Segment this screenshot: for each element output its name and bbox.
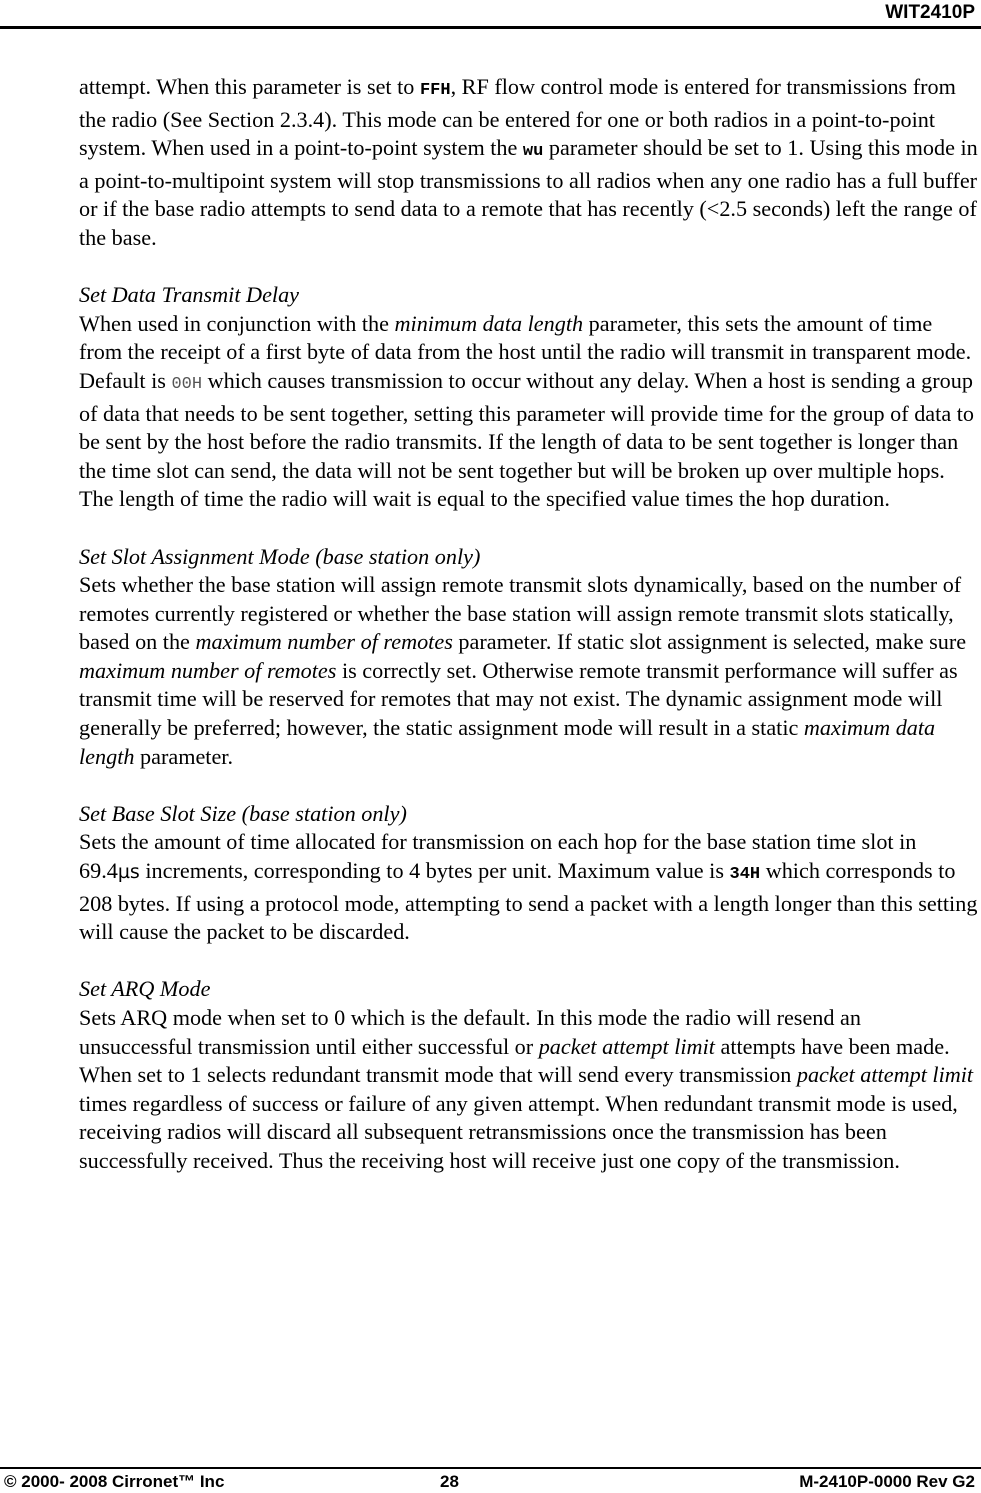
code-34h: 34H: [729, 865, 761, 885]
footer-divider: [0, 1467, 981, 1469]
intro-paragraph: [79, 73, 979, 253]
param-packet-attempt-limit: packet attempt limit: [796, 1062, 974, 1088]
header-divider: [0, 26, 981, 29]
footer-copyright: © 2000- 2008 Cirronet™ Inc: [4, 1472, 225, 1491]
intro-text-1: attempt. When this parameter is set to: [79, 74, 420, 99]
param-packet-attempt-limit: packet attempt limit: [538, 1033, 715, 1059]
code-ffh: FFH: [419, 81, 451, 100]
document-header-title: WIT2410P: [885, 2, 975, 23]
intro-text-3: parameter should be set to 1. Using this mode in a point-to-multipoint system will stop transmissions to all radios when any one radio has a full buffer or if the base radio attempts to send data to a remote that has recently (<2.5 seconds) left the range of the base.: [79, 135, 978, 250]
param-minimum-data-length: minimum data length: [394, 310, 584, 336]
slot-text-2: parameter. If static slot assignment is selected, make sure: [452, 629, 967, 655]
section-title-data-transmit-delay: Set Data Transmit Delay: [79, 282, 300, 308]
slot-text-4: parameter.: [134, 743, 234, 769]
section-title-arq-mode: Set ARQ Mode: [79, 976, 211, 1002]
paragraph-gap: [79, 947, 979, 976]
paragraph-gap: [79, 771, 979, 800]
base-text-1: Sets the amount of time allocated for transmission on each hop for the base station time slot in 69.4: [79, 829, 917, 884]
page-footer: [0, 1473, 981, 1493]
section-body-arq-mode: [79, 1004, 979, 1176]
base-text-2: increments, corresponding to 4 bytes per unit. Maximum value is: [139, 858, 730, 884]
footer-page-number: 28: [440, 1472, 459, 1491]
slot-text-3: is correctly set. Otherwise remote transmit performance will suffer as transmit time will be reserved for remotes that may not exist. The dynamic assignment mode will generally be preferred; however, the static assignment mode will result in a static: [79, 657, 958, 741]
code-00h: 00H: [171, 374, 203, 394]
delay-text-3: which causes transmission to occur without any delay. When a host is sending a group of data that needs to be sent together, setting this parameter will provide time for the group of data to be sent by the host before the radio transmits. If the length of data to be sent together is longer than the time slot can send, the data will not be sent together but will be broken up over multiple hops. The length of time the radio will wait is equal to the specified value times the hop duration.: [79, 367, 974, 512]
paragraph-gap: [79, 253, 979, 282]
delay-text-2: parameter, this sets the amount of time from the receipt of a first byte of data from the host until the radio will transmit in transparent mode. Default is: [79, 310, 972, 393]
base-text-3: which corresponds to 208 bytes. If using a protocol mode, attempting to send a packet with a length longer than this setting will cause the packet to be discarded.: [79, 858, 978, 945]
section-body-base-slot-size: [79, 828, 979, 946]
code-wu: wu: [522, 142, 544, 162]
slot-text-1: Sets whether the base station will assign remote transmit slots dynamically, based on the number of remotes currently registered or whether the base station will assign remote transmit slots statically, based on the: [79, 572, 962, 655]
param-maximum-data-length: maximum data length: [79, 715, 936, 769]
param-maximum-number-of-remotes: maximum number of remotes: [195, 629, 453, 655]
intro-text-2: , RF flow control mode is entered for transmissions from the radio (See Section 2.3.4). This mode can be entered for one or both radios in a point-to-point system. When used in a point-to-point system the: [79, 74, 956, 161]
arq-text-3: times regardless of success or failure of any given attempt. When redundant transmit mode is used, receiving radios will discard all subsequent retransmissions once the transmission has been successfully received. Thus the receiving host will receive just one copy of the transmission.: [79, 1090, 958, 1173]
footer-document-id: M-2410P-0000 Rev G2: [799, 1472, 975, 1491]
param-maximum-number-of-remotes: maximum number of remotes: [79, 657, 337, 683]
section-body-data-transmit-delay: [79, 310, 979, 514]
paragraph-gap: [79, 514, 979, 543]
arq-text-2: attempts have been made. When set to 1 selects redundant transmit mode that will send every transmission: [79, 1033, 950, 1088]
section-title-base-slot-size: Set Base Slot Size (base station only): [79, 800, 407, 826]
section-title-slot-assignment-mode: Set Slot Assignment Mode (base station only): [79, 543, 481, 569]
arq-text-1: Sets ARQ mode when set to 0 which is the default. In this mode the radio will resend an unsuccessful transmission until either successful or: [79, 1005, 861, 1059]
document-body: [79, 73, 979, 1176]
section-body-slot-assignment-mode: [79, 571, 979, 771]
microsecond-unit: µs: [117, 861, 140, 884]
delay-text-1: When used in conjunction with the: [79, 310, 395, 336]
